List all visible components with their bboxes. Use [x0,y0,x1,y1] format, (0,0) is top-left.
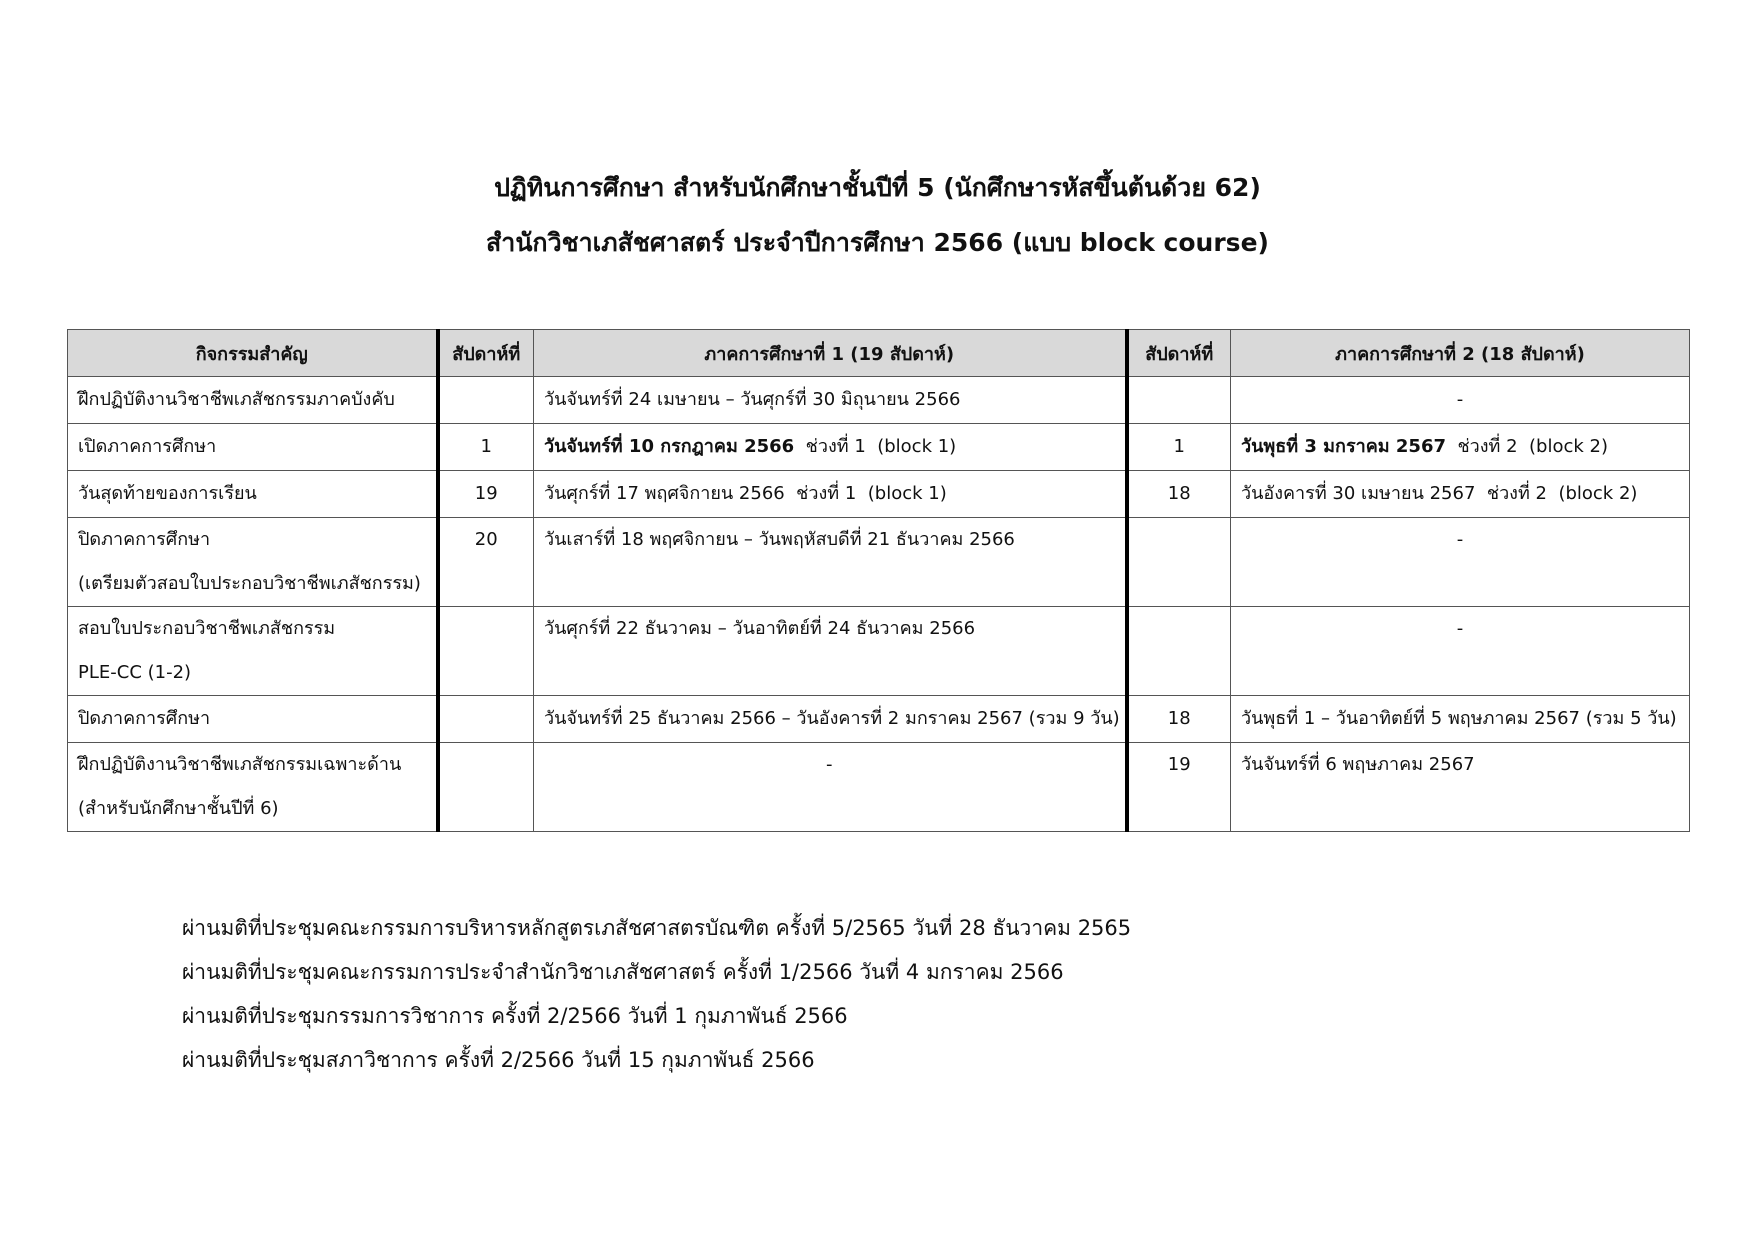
header-week-sem2: สัปดาห์ที่ [1127,330,1231,377]
semester-1-cell [534,696,1127,743]
header-semester-1: ภาคการศึกษาที่ 1 (19 สัปดาห์) [534,330,1127,377]
approval-note: ผ่านมติที่ประชุมคณะกรรมการประจำสำนักวิชาเภสัชศาสตร์ ครั้งที่ 1/2566 วันที่ 4 มกราคม 2566 [182,960,1064,984]
week-sem1-cell: 19 [438,471,534,518]
semester-1-text: - [826,754,833,775]
document-title-line-1: ปฏิทินการศึกษา สำหรับนักศึกษาชั้นปีที่ 5 (นักศึกษารหัสขึ้นต้นด้วย 62) [494,173,1261,202]
semester-1-text: วันศุกร์ที่ 22 ธันวาคม – วันอาทิตย์ที่ 24 ธันวาคม 2566 [544,618,976,639]
semester-2-text: - [1456,618,1464,639]
approval-note: ผ่านมติที่ประชุมกรรมการวิชาการ ครั้งที่ 2/2566 วันที่ 1 กุมภาพันธ์ 2566 [182,1004,848,1028]
document-title-line-2: สำนักวิชาเภสัชศาสตร์ ประจำปีการศึกษา 2566 (แบบ block course) [486,228,1269,257]
approval-note: ผ่านมติที่ประชุมสภาวิชาการ ครั้งที่ 2/2566 วันที่ 15 กุมภาพันธ์ 2566 [182,1048,815,1072]
activity-text: PLE-CC (1-2) [78,662,192,683]
activity-cell [68,743,438,832]
week-sem1-cell: 20 [438,518,534,607]
week-sem1-cell [438,377,534,424]
table-row [68,518,1690,607]
semester-2-text: ช่วงที่ 2 (block 2) [1446,436,1609,457]
semester-2-text: วันอังคารที่ 30 เมษายน 2567 ช่วงที่ 2 (block 2) [1241,483,1638,504]
semester-1-cell [534,377,1127,424]
semester-2-text: - [1456,529,1464,550]
table-row [68,377,1690,424]
table-row [68,696,1690,743]
activity-text: (สำหรับนักศึกษาชั้นปีที่ 6) [78,798,279,819]
activity-cell [68,424,438,471]
activity-cell [68,471,438,518]
activity-text: วันสุดท้ายของการเรียน [78,483,257,504]
table-header-row [68,330,1690,377]
activity-text: ฝึกปฏิบัติงานวิชาชีพเภสัชกรรมเฉพาะด้าน [78,754,402,775]
semester-2-cell [1231,424,1690,471]
activity-cell [68,696,438,743]
table-row [68,607,1690,696]
semester-1-cell [534,518,1127,607]
week-sem1-cell [438,607,534,696]
semester-1-cell [534,424,1127,471]
week-sem2-cell [1127,377,1231,424]
approval-notes [182,906,1131,1082]
week-sem2-cell [1127,607,1231,696]
week-sem2-cell [1127,518,1231,607]
table-row [68,471,1690,518]
semester-2-text: วันพุธที่ 1 – วันอาทิตย์ที่ 5 พฤษภาคม 2567 (รวม 5 วัน) [1241,708,1677,729]
activity-text: (เตรียมตัวสอบใบประกอบวิชาชีพเภสัชกรรม) [78,573,421,594]
activity-cell [68,607,438,696]
semester-2-cell [1231,518,1690,607]
table-row [68,743,1690,832]
semester-1-cell [534,743,1127,832]
activity-text: ปิดภาคการศึกษา [78,708,211,729]
approval-note: ผ่านมติที่ประชุมคณะกรรมการบริหารหลักสูตรเภสัชศาสตรบัณฑิต ครั้งที่ 5/2565 วันที่ 28 ธันวาคม 2565 [182,916,1132,940]
table-row [68,424,1690,471]
semester-2-cell [1231,696,1690,743]
semester-1-text: วันศุกร์ที่ 17 พฤศจิกายน 2566 ช่วงที่ 1 (block 1) [544,483,947,504]
header-semester-2: ภาคการศึกษาที่ 2 (18 สัปดาห์) [1231,330,1690,377]
academic-calendar-table [67,329,1690,832]
semester-2-text: วันจันทร์ที่ 6 พฤษภาคม 2567 [1241,754,1475,775]
semester-1-text: วันจันทร์ที่ 25 ธันวาคม 2566 – วันอังคารที่ 2 มกราคม 2567 (รวม 9 วัน) [544,708,1120,729]
semester-2-text: - [1456,389,1464,410]
activity-cell [68,377,438,424]
semester-1-bold-text: วันจันทร์ที่ 10 กรกฎาคม 2566 [544,436,795,457]
activity-cell [68,518,438,607]
week-sem2-cell: 18 [1127,471,1231,518]
week-sem1-cell [438,743,534,832]
semester-1-text: วันจันทร์ที่ 24 เมษายน – วันศุกร์ที่ 30 มิถุนายน 2566 [544,389,961,410]
activity-text: เปิดภาคการศึกษา [78,436,217,457]
week-sem2-cell: 1 [1127,424,1231,471]
week-sem1-cell [438,696,534,743]
header-week-sem1: สัปดาห์ที่ [438,330,534,377]
semester-1-cell [534,471,1127,518]
semester-1-text: วันเสาร์ที่ 18 พฤศจิกายน – วันพฤหัสบดีที่ 21 ธันวาคม 2566 [544,529,1015,550]
semester-1-text: ช่วงที่ 1 (block 1) [794,436,957,457]
week-sem2-cell: 19 [1127,743,1231,832]
activity-text: ฝึกปฏิบัติงานวิชาชีพเภสัชกรรมภาคบังคับ [78,389,395,410]
activity-text: สอบใบประกอบวิชาชีพเภสัชกรรม [78,618,336,639]
semester-2-cell [1231,377,1690,424]
semester-2-bold-text: วันพุธที่ 3 มกราคม 2567 [1241,436,1446,457]
week-sem2-cell: 18 [1127,696,1231,743]
header-activity: กิจกรรมสำคัญ [68,330,438,377]
semester-2-cell [1231,471,1690,518]
semester-2-cell [1231,607,1690,696]
week-sem1-cell: 1 [438,424,534,471]
activity-text: ปิดภาคการศึกษา [78,529,211,550]
semester-2-cell [1231,743,1690,832]
semester-1-cell [534,607,1127,696]
